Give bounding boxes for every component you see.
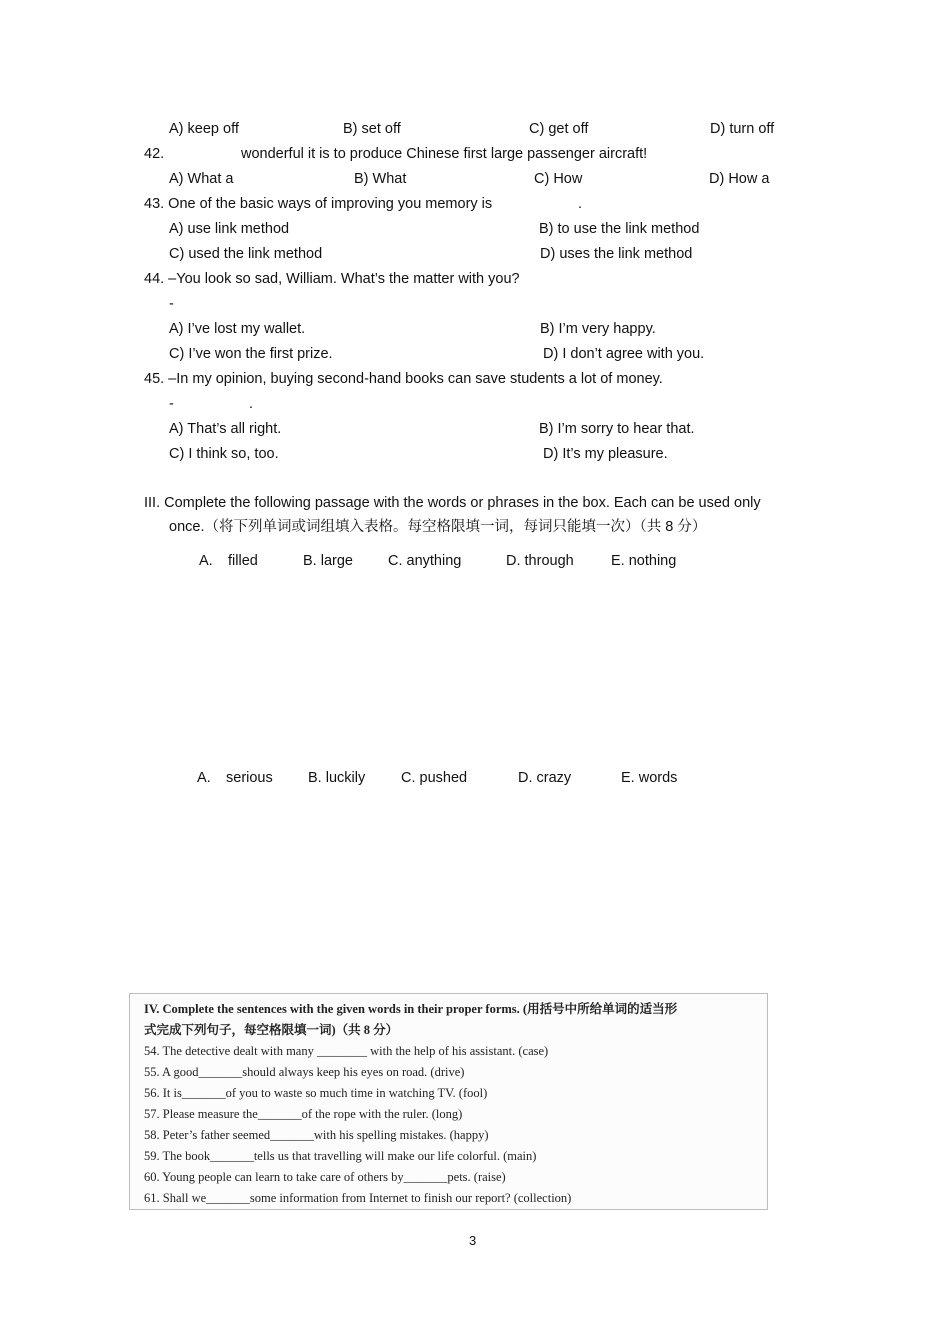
section4-item-61: 61. Shall we_______some information from Internet to finish our report? (collection): [144, 1191, 572, 1205]
box1-letter-a: A.: [199, 553, 213, 569]
section3-heading-line1: III. Complete the following passage with the words or phrases in the box. Each can be used only: [144, 495, 761, 511]
q43-option-d: D) uses the link method: [540, 246, 693, 262]
q45-option-c: C) I think so, too.: [169, 446, 279, 462]
page-number: 3: [469, 1233, 477, 1248]
box2-letter-a: A.: [197, 770, 211, 786]
q44-text: 44. –You look so sad, William. What’s the matter with you?: [144, 271, 520, 287]
q45-option-d: D) It’s my pleasure.: [543, 446, 668, 462]
q43-end: .: [578, 196, 583, 212]
q45-option-b: B) I’m sorry to hear that.: [539, 421, 695, 437]
section4-title-line2: 式完成下列句子，每空格限填一词)（共 8 分）: [144, 1023, 399, 1037]
q45-option-a: A) That’s all right.: [169, 421, 282, 437]
section4-item-59: 59. The book_______tells us that travelling will make our life colorful. (main): [144, 1149, 537, 1163]
q45-reply-end: .: [249, 396, 254, 412]
q41-option-b: B) set off: [343, 121, 401, 137]
q44-option-d: D) I don’t agree with you.: [543, 346, 705, 362]
q42-option-a: A) What a: [169, 171, 234, 187]
box2-word-words: E. words: [621, 770, 678, 786]
q44-option-a: A) I’ve lost my wallet.: [169, 321, 306, 337]
section4-title-line1: IV. Complete the sentences with the given words in their proper forms. (用括号中所给单词的适当形: [144, 1002, 678, 1016]
q44-option-c: C) I’ve won the first prize.: [169, 346, 333, 362]
box1-word-nothing: E. nothing: [611, 553, 677, 569]
box2-word-luckily: B. luckily: [308, 770, 366, 786]
q44-reply: -: [169, 296, 174, 312]
box2-word-pushed: C. pushed: [401, 770, 468, 786]
section4-item-57: 57. Please measure the_______of the rope with the ruler. (long): [144, 1107, 463, 1121]
q43-option-c: C) used the link method: [169, 246, 323, 262]
box2-word-serious: serious: [226, 770, 273, 786]
q43-option-b: B) to use the link method: [539, 221, 700, 237]
q41-option-a: A) keep off: [169, 121, 239, 137]
q41-option-d: D) turn off: [710, 121, 775, 137]
box1-word-anything: C. anything: [388, 553, 462, 569]
q43-option-a: A) use link method: [169, 221, 290, 237]
section4-item-58: 58. Peter’s father seemed_______with his spelling mistakes. (happy): [144, 1128, 489, 1142]
section4-item-60: 60. Young people can learn to take care of others by_______pets. (raise): [144, 1170, 506, 1184]
section4-item-56: 56. It is_______of you to waste so much time in watching TV. (fool): [144, 1086, 488, 1100]
section4-item-54: 54. The detective dealt with many ________ with the help of his assistant. (case): [144, 1044, 549, 1058]
box1-word-filled: filled: [228, 553, 258, 569]
box2-word-crazy: D. crazy: [518, 770, 572, 786]
section4-item-55: 55. A good_______should always keep his eyes on road. (drive): [144, 1065, 465, 1079]
q44-option-b: B) I’m very happy.: [540, 321, 656, 337]
q42-option-b: B) What: [354, 171, 407, 187]
q42-option-d: D) How a: [709, 171, 770, 187]
q42-text: wonderful it is to produce Chinese first large passenger aircraft!: [241, 146, 648, 162]
q42-number: 42.: [144, 146, 165, 162]
q41-option-c: C) get off: [529, 121, 589, 137]
q45-reply: -: [169, 396, 174, 412]
q45-text: 45. –In my opinion, buying second-hand books can save students a lot of money.: [144, 371, 663, 387]
box1-word-large: B. large: [303, 553, 353, 569]
q43-text: 43. One of the basic ways of improving you memory is: [144, 196, 493, 212]
section4-scanned-panel: [129, 993, 768, 1210]
q42-option-c: C) How: [534, 171, 583, 187]
section3-heading-line2: once.（将下列单词或词组填入表格。每空格限填一词，每词只能填一次）（共 8 分）: [169, 519, 707, 535]
box1-word-through: D. through: [506, 553, 574, 569]
